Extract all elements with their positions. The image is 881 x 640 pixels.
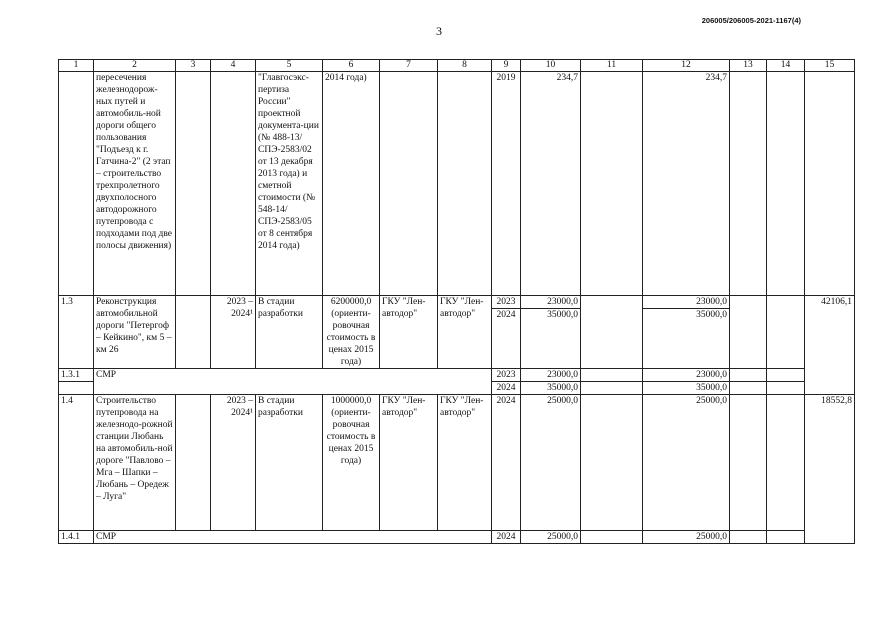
cell-documentation: В стадии разработки: [256, 395, 323, 531]
cell-empty: [176, 72, 211, 296]
cell-amount: 23000,0: [521, 369, 581, 382]
table-row-1-4: [59, 395, 855, 531]
cell-empty: [581, 382, 643, 395]
cell-amount: 25000,0: [521, 395, 581, 531]
cell-empty: [176, 296, 211, 369]
header-cell: 15: [805, 60, 855, 72]
header-cell: 13: [730, 60, 767, 72]
cell-period: [211, 72, 256, 296]
cell-empty: [767, 531, 805, 544]
cell-empty: [767, 296, 805, 369]
cell-object-name: пересечения железнодорож-ных путей и автомобиль-ной дороги общего пользования "Подъезд к г. Гатчина-2" (2 этап – строительство трехпролетного двухполосного автодорожного путепровода с подходами под две полосы движения): [94, 72, 176, 296]
cell-empty: [767, 382, 805, 395]
cell-remaining-cost: 18552,8: [805, 395, 855, 544]
cell-year: 2023: [492, 369, 521, 382]
cell-amount: 35000,0: [521, 382, 581, 395]
table-header-row: [59, 60, 855, 72]
cell-amount: 25000,0: [521, 531, 581, 544]
cell-work-type: СМР: [94, 369, 492, 395]
cell-empty: [767, 72, 805, 296]
cell-amount-total: 234,7: [643, 72, 730, 296]
cell-cost: 2014 года): [323, 72, 380, 296]
cell-empty: [805, 72, 855, 296]
cell-empty: [730, 395, 767, 531]
table-row-1-4-1: [59, 531, 855, 544]
cell-object-name: Строительство путепровода на железнодо-рожной станции Любань на автомобиль-ной дороге "Павлово – Мга – Шапки – Любань – Оредеж – Луга": [94, 395, 176, 531]
cell-remaining-cost: 42106,1: [805, 296, 855, 395]
header-cell: 5: [256, 60, 323, 72]
cell-empty: [730, 531, 767, 544]
cell-year: 2019: [492, 72, 521, 296]
cell-empty: [767, 395, 805, 531]
cell-customer: ГКУ "Лен-автодор": [380, 296, 438, 369]
cell-amount-total: 23000,0: [643, 296, 730, 309]
cell-year: 2024: [492, 531, 521, 544]
cell-number: 1.4.1: [59, 531, 94, 544]
cell-number: 1.3: [59, 296, 94, 369]
header-cell: 7: [380, 60, 438, 72]
cell-year: 2024: [492, 309, 521, 369]
cell-object-name: Реконструкция автомобильной дороги "Петергоф – Кейкино", км 5 – км 26: [94, 296, 176, 369]
cell-cost: 6200000,0 (ориенти-ровочная стоимость в ценах 2015 года): [323, 296, 380, 369]
header-cell: 6: [323, 60, 380, 72]
table-row-continued: [59, 72, 855, 296]
program-table: [58, 59, 855, 544]
header-cell: 14: [767, 60, 805, 72]
cell-amount: 35000,0: [521, 309, 581, 369]
cell-amount-total: 25000,0: [643, 531, 730, 544]
cell-documentation: "Главгосэкс-пертиза России" проектной документа-ции (№ 488-13/СПЭ-2583/02 от 13 декабря 2013 года) и сметной стоимости (№ 548-14/ СПЭ-2583/05 от 8 сентября 2014 года): [256, 72, 323, 296]
cell-empty: [581, 369, 643, 382]
cell-contractor: [438, 72, 492, 296]
cell-year: 2024: [492, 382, 521, 395]
cell-contractor: ГКУ "Лен-автодор": [438, 395, 492, 531]
cell-empty: [581, 296, 643, 369]
cell-number: 1.3.1: [59, 369, 94, 382]
cell-empty: [176, 395, 211, 531]
cell-documentation: В стадии разработки: [256, 296, 323, 369]
cell-empty: [730, 296, 767, 369]
cell-empty: [767, 369, 805, 382]
cell-amount: 234,7: [521, 72, 581, 296]
header-cell: 12: [643, 60, 730, 72]
cell-empty: [730, 382, 767, 395]
page-number: 3: [436, 24, 442, 38]
header-cell: 3: [176, 60, 211, 72]
cell-amount-total: 35000,0: [643, 309, 730, 369]
header-cell: 2: [94, 60, 176, 72]
cell-number: [59, 382, 94, 395]
header-cell: 11: [581, 60, 643, 72]
cell-customer: [380, 72, 438, 296]
cell-empty: [730, 369, 767, 382]
cell-customer: ГКУ "Лен-автодор": [380, 395, 438, 531]
cell-year: 2024: [492, 395, 521, 531]
cell-cost: 1000000,0 (ориенти-ровочная стоимость в ценах 2015 года): [323, 395, 380, 531]
cell-amount-total: 23000,0: [643, 369, 730, 382]
cell-empty: [730, 72, 767, 296]
header-cell: 1: [59, 60, 94, 72]
cell-empty: [581, 395, 643, 531]
cell-empty: [581, 531, 643, 544]
header-cell: 4: [211, 60, 256, 72]
header-cell: 8: [438, 60, 492, 72]
cell-contractor: ГКУ "Лен-автодор": [438, 296, 492, 369]
cell-work-type: СМР: [94, 531, 492, 544]
cell-year: 2023: [492, 296, 521, 309]
cell-amount: 23000,0: [521, 296, 581, 309]
cell-number: [59, 72, 94, 296]
table-row-1-3: [59, 296, 855, 309]
header-cell: 9: [492, 60, 521, 72]
cell-amount-total: 35000,0: [643, 382, 730, 395]
cell-empty: [581, 72, 643, 296]
table-row-1-3-1: [59, 369, 855, 382]
cell-period: 2023 – 2024¹: [211, 296, 256, 369]
cell-number: 1.4: [59, 395, 94, 531]
cell-period: 2023 – 2024¹: [211, 395, 256, 531]
header-cell: 10: [521, 60, 581, 72]
document-id: 206005/206005-2021-1167(4): [701, 16, 801, 25]
cell-amount-total: 25000,0: [643, 395, 730, 531]
